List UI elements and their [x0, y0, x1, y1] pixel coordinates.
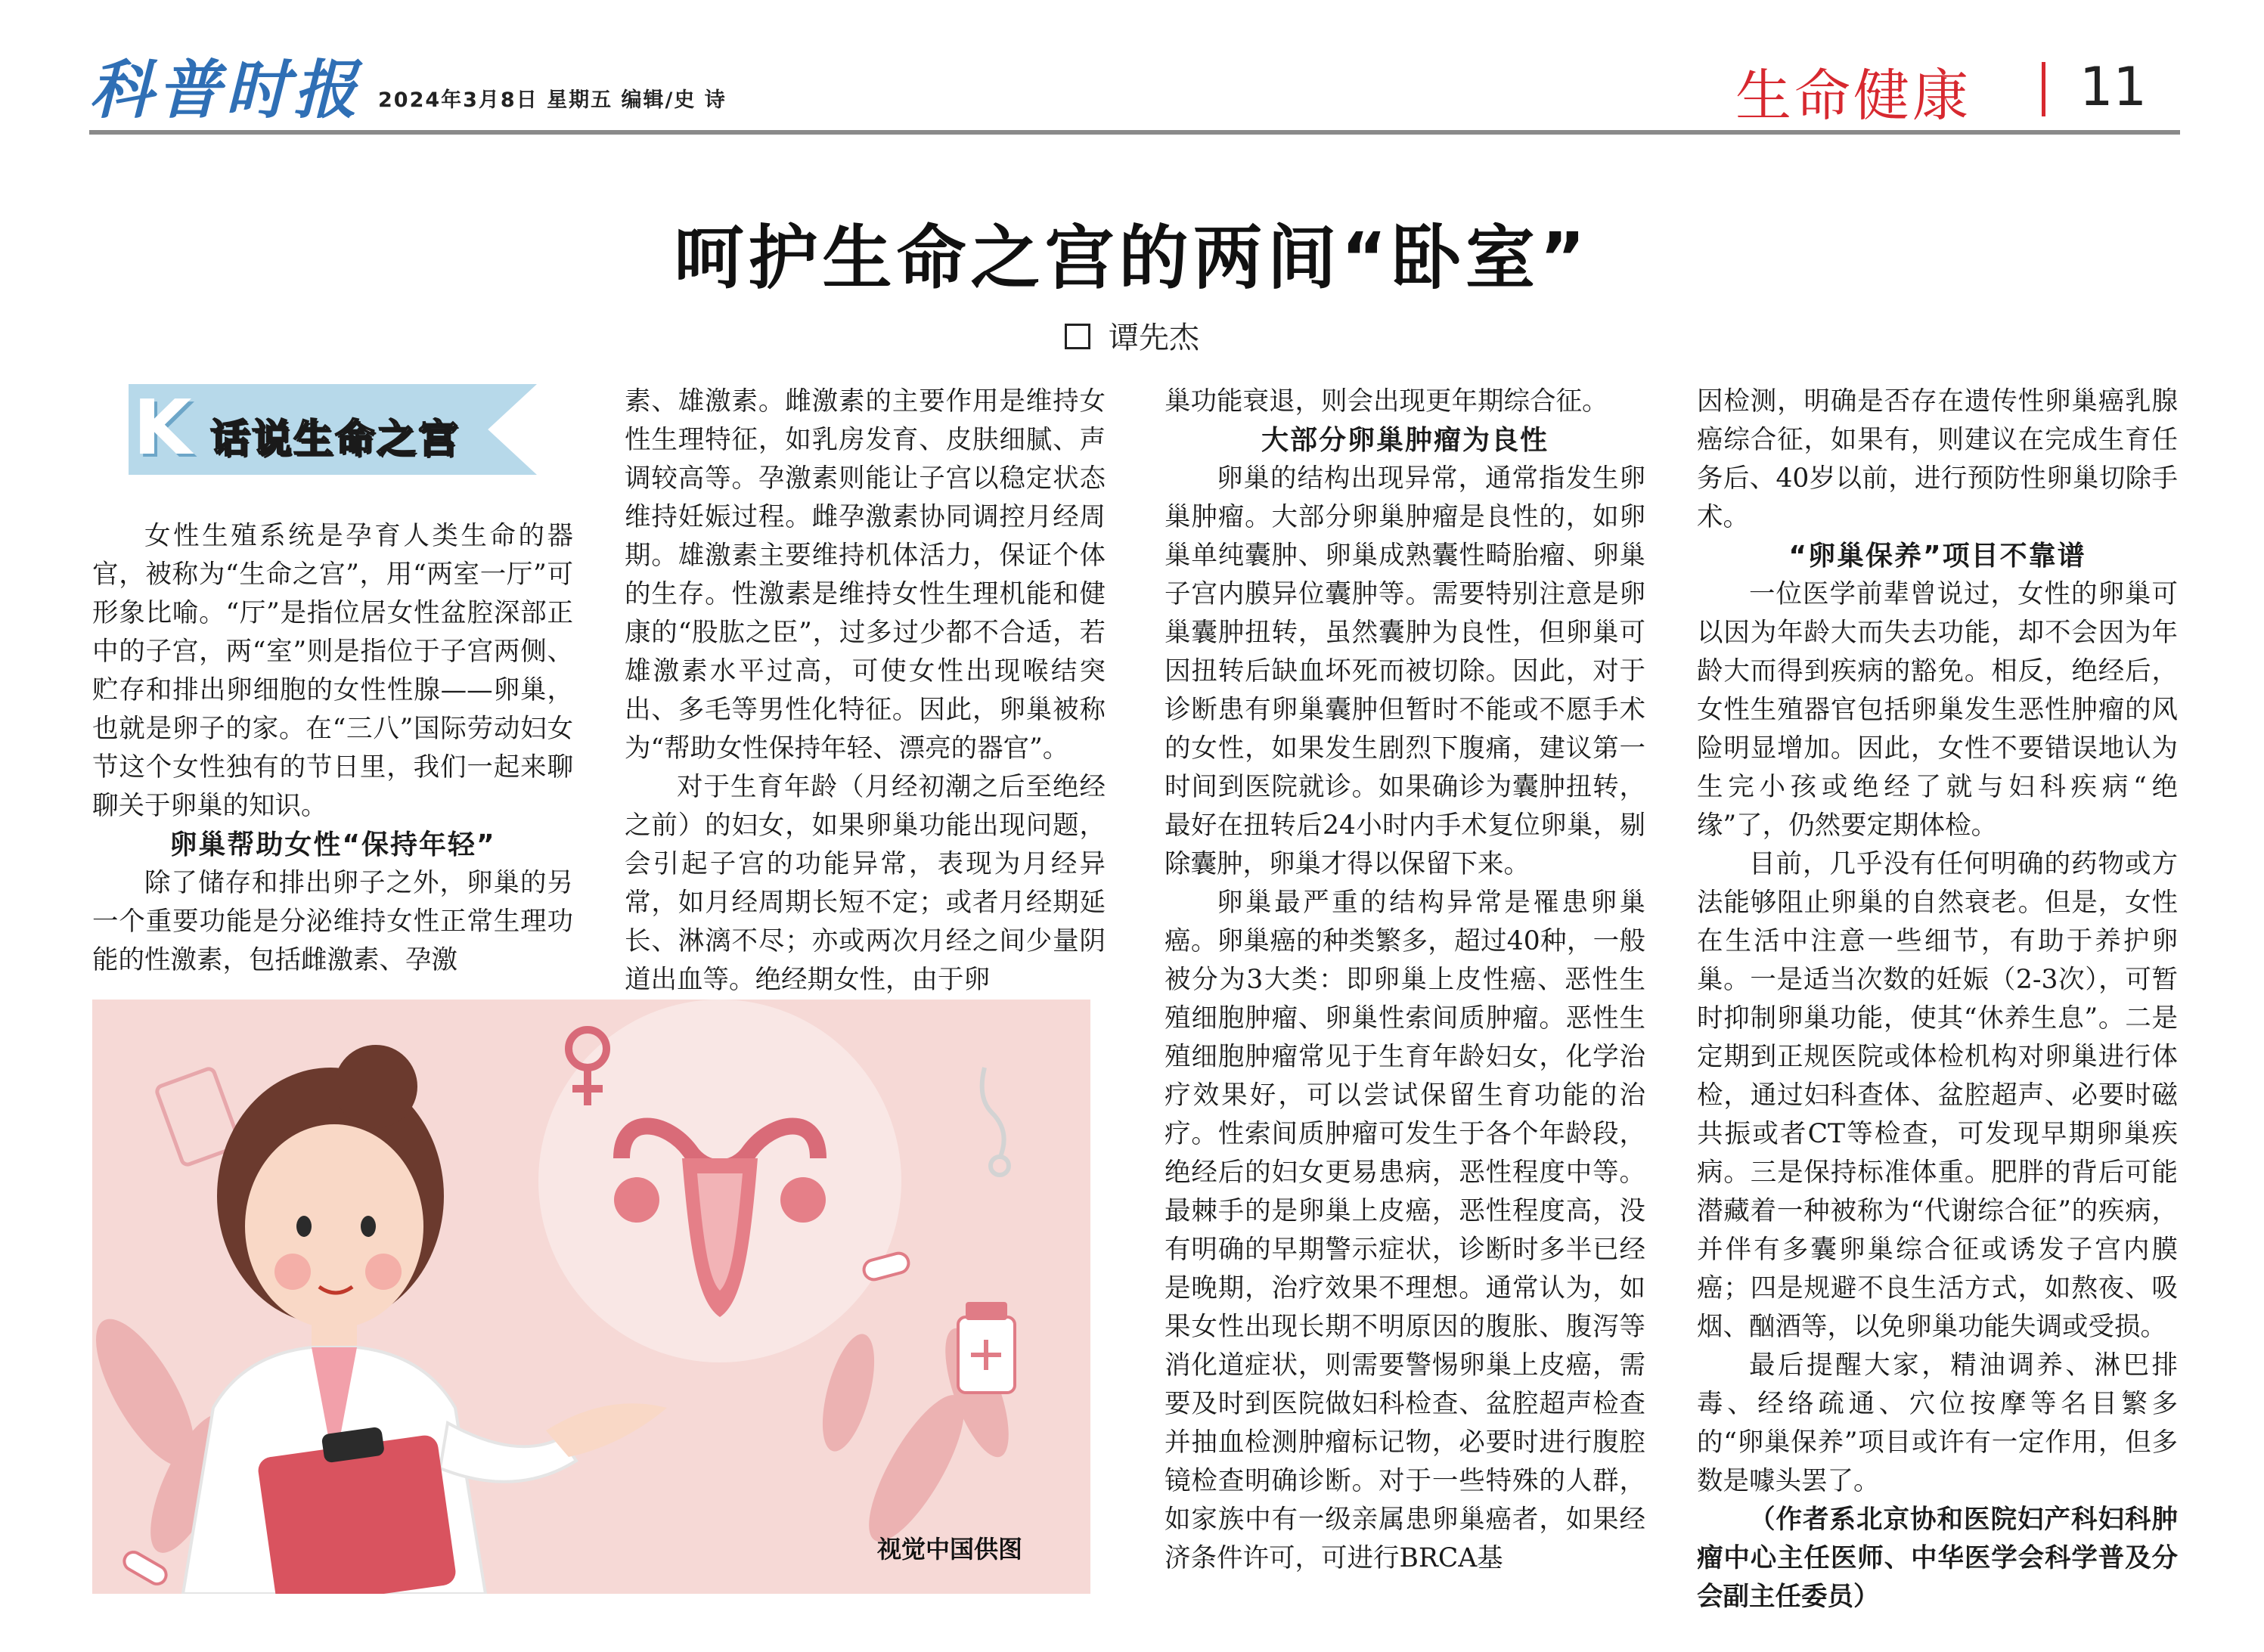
image-credit: 视觉中国供图: [876, 1535, 1022, 1564]
byline-box-icon: [1065, 324, 1090, 349]
paragraph: 最后提醒大家，精油调养、淋巴排毒、经络疏通、穴位按摩等名目繁多的“卵巢保养”项目或许有一定作用，但多数是噱头罢了。: [1697, 1350, 2178, 1496]
badge-letter: K: [133, 383, 192, 472]
stethoscope-icon: [982, 1068, 1009, 1175]
header-divider: [2042, 62, 2045, 116]
section-title: 生命健康: [1735, 64, 1971, 129]
paragraph: 因检测，明确是否存在遗传性卵巢癌乳腺癌综合征，如果有，则建议在完成生育任务后、40岁以前，进行预防性卵巢切除手术。: [1697, 386, 2178, 532]
article-column-1: [92, 517, 573, 980]
article-column-4: [1697, 383, 2178, 1616]
author-name: 谭先杰: [1109, 321, 1199, 355]
paragraph: 素、雄激素。雌激素的主要作用是维持女性生理特征，如乳房发育、皮肤细腻、声调较高等。孕激素则能让子宫以稳定状态维持妊娠过程。雌孕激素协同调控月经周期。雄激素主要维持机体活力，保证个体的生存。性激素是维持女性生理机能和健康的“股肱之臣”，过多过少都不合适，若雄激素水平过高，可使女性出现喉结突出、多毛等男性化特征。因此，卵巢被称为“帮助女性保持年轻、漂亮的器官”。: [625, 386, 1106, 764]
article-illustration: [92, 1000, 1090, 1594]
paragraph: 巢功能衰退，则会出现更年期综合征。: [1165, 386, 1608, 417]
byline: [0, 314, 2264, 357]
badge-label: 话说生命之宫: [210, 417, 461, 462]
masthead-logo: 科普时报: [89, 52, 362, 127]
subheading: 卵巢帮助女性“保持年轻”: [169, 829, 496, 860]
medicine-bottle-icon: [958, 1302, 1015, 1393]
subheading: “卵巢保养”项目不靠谱: [1788, 541, 2086, 572]
author-note: （作者系北京协和医院妇产科妇科肿瘤中心主任医师、中华医学会科学普及分会副主任委员）: [1697, 1505, 2178, 1612]
column-badge: [129, 384, 537, 475]
paragraph: 女性生殖系统是孕育人类生命的器官，被称为“生命之宫”，用“两室一厅”可形象比喻。“厅”是指位居女性盆腔深部正中的子宫，两“室”则是指位于子宫两侧、贮存和排出卵细胞的女性性腺——卵巢，也就是卵子的家。在“三八”国际劳动妇女节这个女性独有的节日里，我们一起来聊聊关于卵巢的知识。: [92, 521, 573, 821]
issue-date-editor: 2024年3月8日 星期五 编辑/史 诗: [378, 88, 727, 112]
subheading: 大部分卵巢肿瘤为良性: [1261, 425, 1549, 456]
paragraph: 对于生育年龄（月经初潮之后至绝经之前）的妇女，如果卵巢功能出现问题，会引起子宫的功能异常，表现为月经异常，如月经周期长短不定；或者月经期延长、淋漓不尽；亦或两次月经之间少量阴道出血等。绝经期女性，由于卵: [625, 772, 1106, 995]
paragraph: 卵巢的结构出现异常，通常指发生卵巢肿瘤。大部分卵巢肿瘤是良性的，如卵巢单纯囊肿、卵巢成熟囊性畸胎瘤、卵巢子宫内膜异位囊肿等。需要特别注意是卵巢囊肿扭转，虽然囊肿为良性，但卵巢可因扭转后缺血坏死而被切除。因此，对于诊断患有卵巢囊肿但暂时不能或不愿手术的女性，如果发生剧烈下腹痛，建议第一时间到医院就诊。如果确诊为囊肿扭转，最好在扭转后24小时内手术复位卵巢，剔除囊肿，卵巢才得以保留下来。: [1165, 463, 1645, 879]
paragraph: 目前，几乎没有任何明确的药物或方法能够阻止卵巢的自然衰老。但是，女性在生活中注意一些细节，有助于养护卵巢。一是适当次数的妊娠（2-3次），可暂时抑制卵巢功能，使其“休养生息”。二是定期到正规医院或体检机构对卵巢进行体检，通过妇科查体、盆腔超声、必要时磁共振或者CT等检查，可发现早期卵巢疾病。三是保持标准体重。肥胖的背后可能潜藏着一种被称为“代谢综合征”的疾病，并伴有多囊卵巢综合征或诱发子宫内膜癌；四是规避不良生活方式，如熬夜、吸烟、酗酒等，以免卵巢功能失调或受损。: [1697, 849, 2178, 1342]
paragraph: 一位医学前辈曾说过，女性的卵巢可以因为年龄大而失去功能，却不会因为年龄大而得到疾病的豁免。相反，绝经后，女性生殖器官包括卵巢发生恶性肿瘤的风险明显增加。因此，女性不要错误地认为生完小孩或绝经了就与妇科疾病“绝缘”了，仍然要定期体检。: [1697, 579, 2178, 841]
doctor-illustration: [92, 1000, 1090, 1594]
page-number: 11: [2079, 56, 2148, 118]
article-column-2: [625, 383, 1106, 1000]
paragraph: 卵巢最严重的结构异常是罹患卵巢癌。卵巢癌的种类繁多，超过40种，一般被分为3大类：即卵巢上皮性癌、恶性生殖细胞肿瘤、卵巢性索间质肿瘤。恶性生殖细胞肿瘤常见于生育年龄妇女，化学治疗效果好，可以尝试保留生育功能的治疗。性索间质肿瘤可发生于各个年龄段，绝经后的妇女更易患病，恶性程度中等。最棘手的是卵巢上皮癌，恶性程度高，没有明确的早期警示症状，诊断时多半已经是晚期，治疗效果不理想。通常认为，如果女性出现长期不明原因的腹胀、腹泻等消化道症状，则需要警惕卵巢上皮癌，需要及时到医院做妇科检查、盆腔超声检查并抽血检测肿瘤标记物，必要时进行腹腔镜检查明确诊断。对于一些特殊的人群，如家族中有一级亲属患卵巢癌者，如果经济条件许可，可进行BRCA基: [1165, 888, 1645, 1573]
paragraph: 除了储存和排出卵子之外，卵巢的另一个重要功能是分泌维持女性正常生理功能的性激素，包括雌激素、孕激: [92, 868, 573, 975]
article-column-3: [1165, 383, 1645, 1578]
header-rule: [89, 130, 2180, 135]
article-headline: 呵护生命之宫的两间“卧室”: [674, 218, 1590, 299]
